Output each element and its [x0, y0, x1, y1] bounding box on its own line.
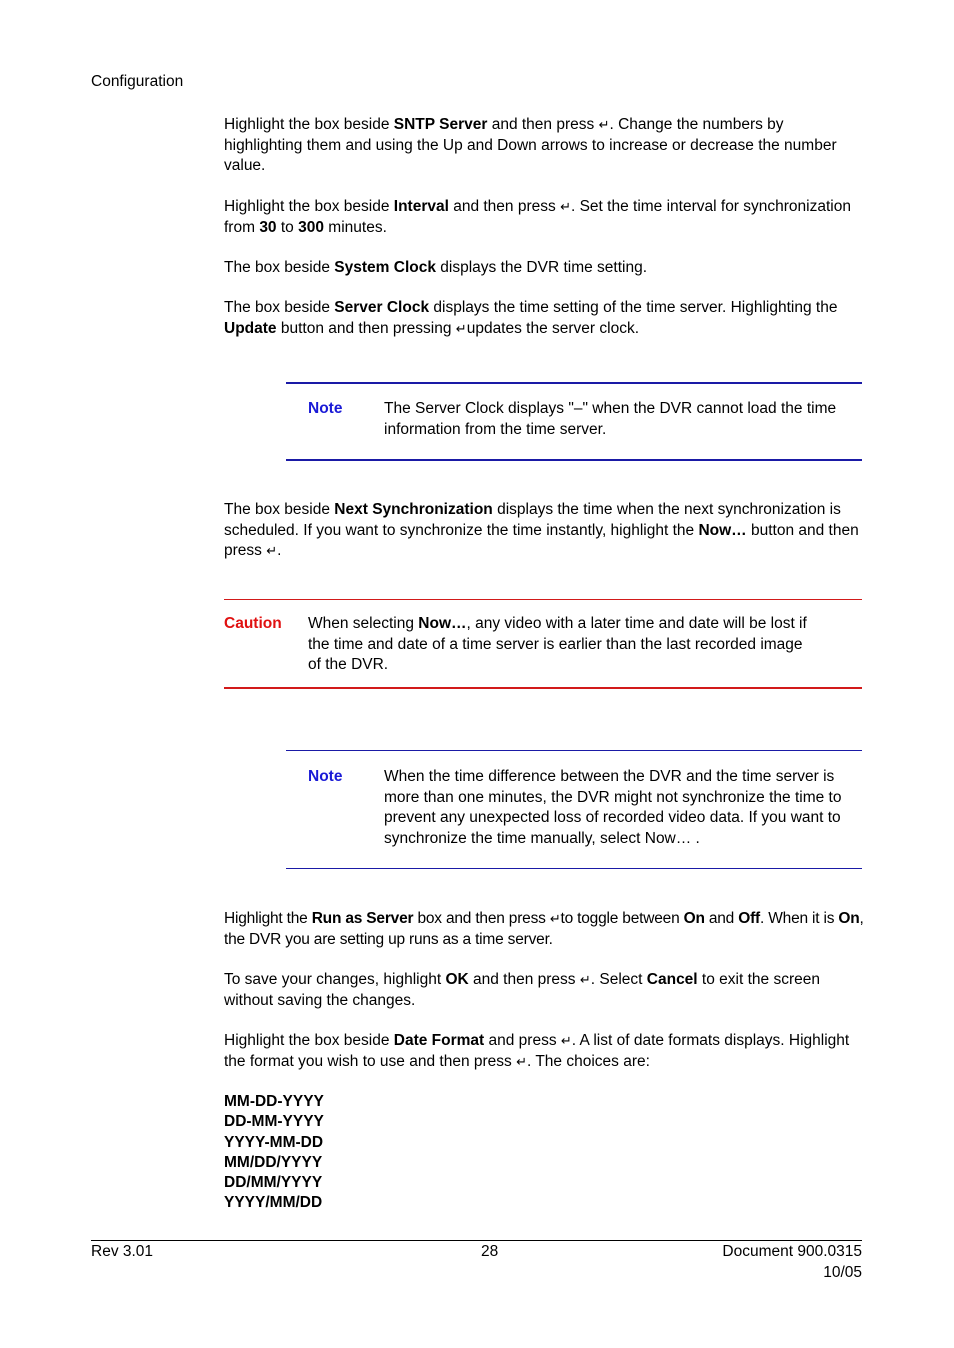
text: . Change the numbers by highlighting them and using the Up and Down arrows to increase or decrease the number value. — [224, 116, 837, 174]
text: . A list of date formats displays. Highlight the format you wish to use and then press — [224, 1032, 850, 1070]
caution-bottom-rule — [224, 687, 862, 689]
page-number — [481, 1242, 498, 1263]
note-body: When the time difference between the DVR and the time server is more than one minutes, the DVR might not synchronize the time to prevent any unexpected loss of recorded video data. If you want to synchronize the time manually, select Now… . — [384, 768, 842, 847]
enter-key-icon: ↵ — [560, 1033, 572, 1048]
text: minutes. — [323, 218, 387, 236]
caution-label — [224, 614, 282, 635]
value-30: 30 — [259, 218, 277, 236]
text: . When it is — [760, 910, 839, 927]
paragraph-interval — [224, 197, 864, 238]
text: to exit the screen without saving the changes. — [224, 971, 820, 1009]
term-sntp-server: SNTP Server — [393, 116, 488, 133]
term-next-synchronization: Next Synchronization — [334, 501, 493, 518]
note-label — [308, 767, 342, 788]
term-ok: OK — [445, 971, 469, 988]
text: and then press — [487, 116, 599, 133]
footer-rule — [91, 1240, 862, 1241]
term-run-as-server: Run as Server — [311, 910, 414, 927]
term-on: On — [838, 910, 860, 927]
text: The box beside — [224, 259, 335, 276]
note-bottom-rule — [286, 459, 862, 461]
text: and then press — [448, 198, 561, 215]
note-label — [308, 399, 342, 420]
text: displays the DVR time setting. — [435, 259, 648, 276]
text: box and then press — [413, 910, 550, 927]
text: To save your changes, highlight — [224, 971, 446, 988]
text: When selecting — [308, 615, 419, 632]
list-item: DD/MM/YYYY — [224, 1174, 323, 1192]
footer-doc-number: Document 900.0315 — [722, 1243, 862, 1260]
enter-key-icon: ↵ — [516, 1053, 527, 1069]
text: and — [704, 910, 739, 927]
list-item: YYYY-MM-DD — [224, 1133, 324, 1151]
text: updates the server clock. — [466, 319, 640, 337]
list-item: YYYY/MM/DD — [224, 1194, 323, 1212]
value-300: 300 — [298, 218, 324, 236]
enter-key-icon: ↵ — [549, 911, 561, 926]
text: The box beside — [224, 501, 335, 518]
enter-key-icon: ↵ — [560, 199, 571, 214]
term-date-format: Date Format — [393, 1032, 485, 1049]
term-off: Off — [738, 910, 760, 927]
enter-key-icon: ↵ — [455, 320, 467, 336]
text: displays the time setting of the time server. Highlighting the — [429, 299, 838, 316]
footer-doc — [722, 1242, 862, 1283]
note-label-text: Note — [308, 400, 343, 417]
term-cancel: Cancel — [646, 971, 698, 988]
term-update: Update — [224, 319, 277, 337]
enter-key-icon: ↵ — [579, 972, 591, 987]
paragraph-save-changes — [224, 970, 864, 1011]
text: to — [276, 218, 299, 236]
list-item: DD-MM-YYYY — [224, 1113, 324, 1131]
paragraph-run-as-server — [224, 909, 864, 950]
footer-rev-text: Rev 3.01 — [91, 1243, 154, 1260]
text: and press — [484, 1032, 561, 1049]
paragraph-sntp-server — [224, 115, 864, 177]
section-header-text: Configuration — [91, 73, 184, 90]
text: button and then pressing — [276, 319, 456, 337]
footer-rev — [91, 1242, 153, 1263]
text: Highlight the box beside — [224, 116, 394, 133]
note-bottom-rule — [286, 868, 862, 869]
term-server-clock: Server Clock — [334, 299, 430, 316]
term-now: Now… — [418, 615, 467, 632]
note-top-rule — [286, 750, 862, 751]
list-item: MM/DD/YYYY — [224, 1153, 323, 1171]
note-text — [384, 767, 862, 849]
text: displays the time when the next synchronization is scheduled. If you want to synchronize the time instantly, highlight the — [224, 501, 841, 539]
text: Highlight the box beside — [224, 1032, 394, 1049]
text: . Set the time interval for synchronization from — [224, 198, 851, 236]
section-header — [91, 72, 183, 93]
text: and then press — [468, 971, 580, 988]
text: Highlight the box beside — [224, 198, 394, 215]
term-system-clock: System Clock — [334, 259, 436, 276]
note-text — [384, 399, 862, 440]
text: to toggle between — [560, 910, 684, 927]
paragraph-server-clock — [224, 298, 864, 339]
text: . The choices are: — [526, 1052, 650, 1070]
list-item: MM-DD-YYYY — [224, 1093, 324, 1110]
paragraph-system-clock — [224, 258, 864, 279]
text: . — [277, 542, 282, 559]
enter-key-icon: ↵ — [598, 117, 610, 132]
term-on: On — [683, 910, 705, 927]
paragraph-date-format — [224, 1031, 864, 1072]
term-interval: Interval — [393, 198, 449, 215]
note-body: The Server Clock displays "–" when the DVR cannot load the time information from the time server. — [384, 400, 837, 438]
text: The box beside — [224, 299, 335, 316]
paragraph-next-sync — [224, 500, 864, 562]
text: Highlight the — [224, 910, 312, 927]
footer-doc-date: 10/05 — [823, 1263, 862, 1281]
text: . Select — [590, 971, 647, 988]
date-format-list — [224, 1092, 324, 1214]
note-top-rule — [286, 382, 862, 384]
text: , the DVR you are setting up runs as a time server. — [224, 910, 864, 948]
caution-text — [308, 614, 808, 676]
enter-key-icon: ↵ — [266, 543, 278, 558]
caution-top-rule — [224, 599, 862, 600]
text: , any video with a later time and date will be lost if the time and date of a time server is earlier than the last recorded image of the DVR. — [308, 615, 807, 673]
text: button and then press — [224, 521, 859, 559]
page-number-text: 28 — [481, 1243, 499, 1260]
caution-label-text: Caution — [224, 615, 282, 632]
term-now: Now… — [698, 521, 747, 539]
note-label-text: Note — [308, 768, 343, 785]
